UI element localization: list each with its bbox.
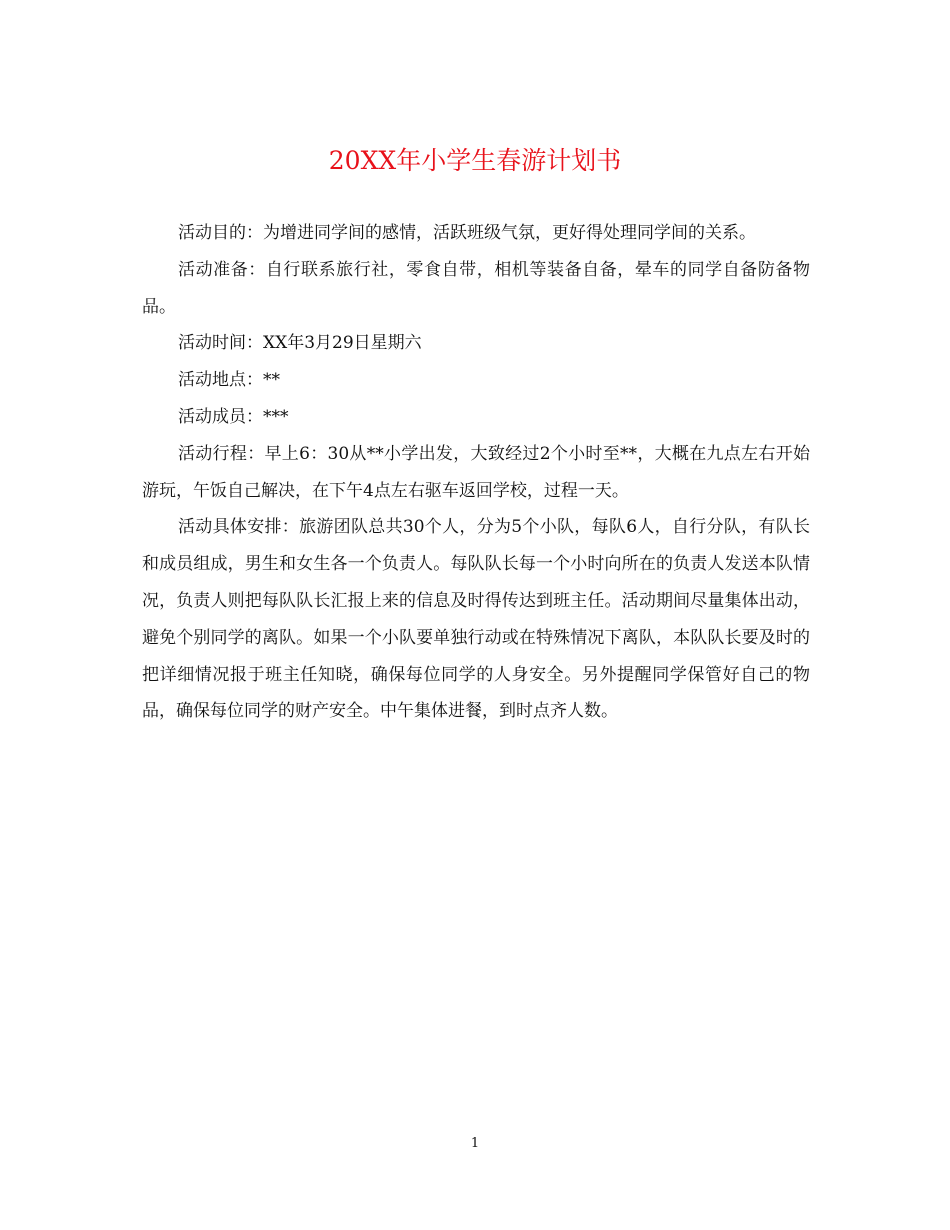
page-number: 1 (470, 1136, 480, 1151)
paragraph-purpose: 活动目的：为增进同学间的感情，活跃班级气氛，更好得处理同学间的关系。 (178, 223, 756, 243)
paragraph-arrangement: 活动具体安排：旅游团队总共30个人，分为5个小队，每队6人，自行分队，有队长和成员组成，男生和女生各一个负责人。每队队长每一个小时向所在的负责人发送本队情况，负责人则把每队队长汇报上来的信息及时得传达到班主任。活动期间尽量集体出动，避免个别同学的离队。如果一个小队要单独行动或在特殊情况下离队，本队队长要及时的把详细情况报于班主任知晓，确保每位同学的人身安全。另外提醒同学保管好自己的物品，确保每位同学的财产安全。中午集体进餐，到时点齐人数。 (142, 517, 810, 722)
document-body (142, 215, 810, 730)
document-title: 20XX年小学生春游计划书 (328, 146, 622, 175)
paragraph-preparation: 活动准备：自行联系旅行社，零食自带，相机等装备自备，晕车的同学自备防备物品。 (142, 259, 810, 317)
paragraph-time: 活动时间：XX年3月29日星期六 (178, 333, 422, 354)
paragraph-members: 活动成员：*** (178, 406, 289, 427)
paragraph-itinerary: 活动行程：早上6：30从**小学出发，大致经过2个小时至**，大概在九点左右开始游玩，午饭自己解决，在下午4点左右驱车返回学校，过程一天。 (142, 443, 810, 501)
paragraph-location: 活动地点：** (178, 370, 280, 391)
